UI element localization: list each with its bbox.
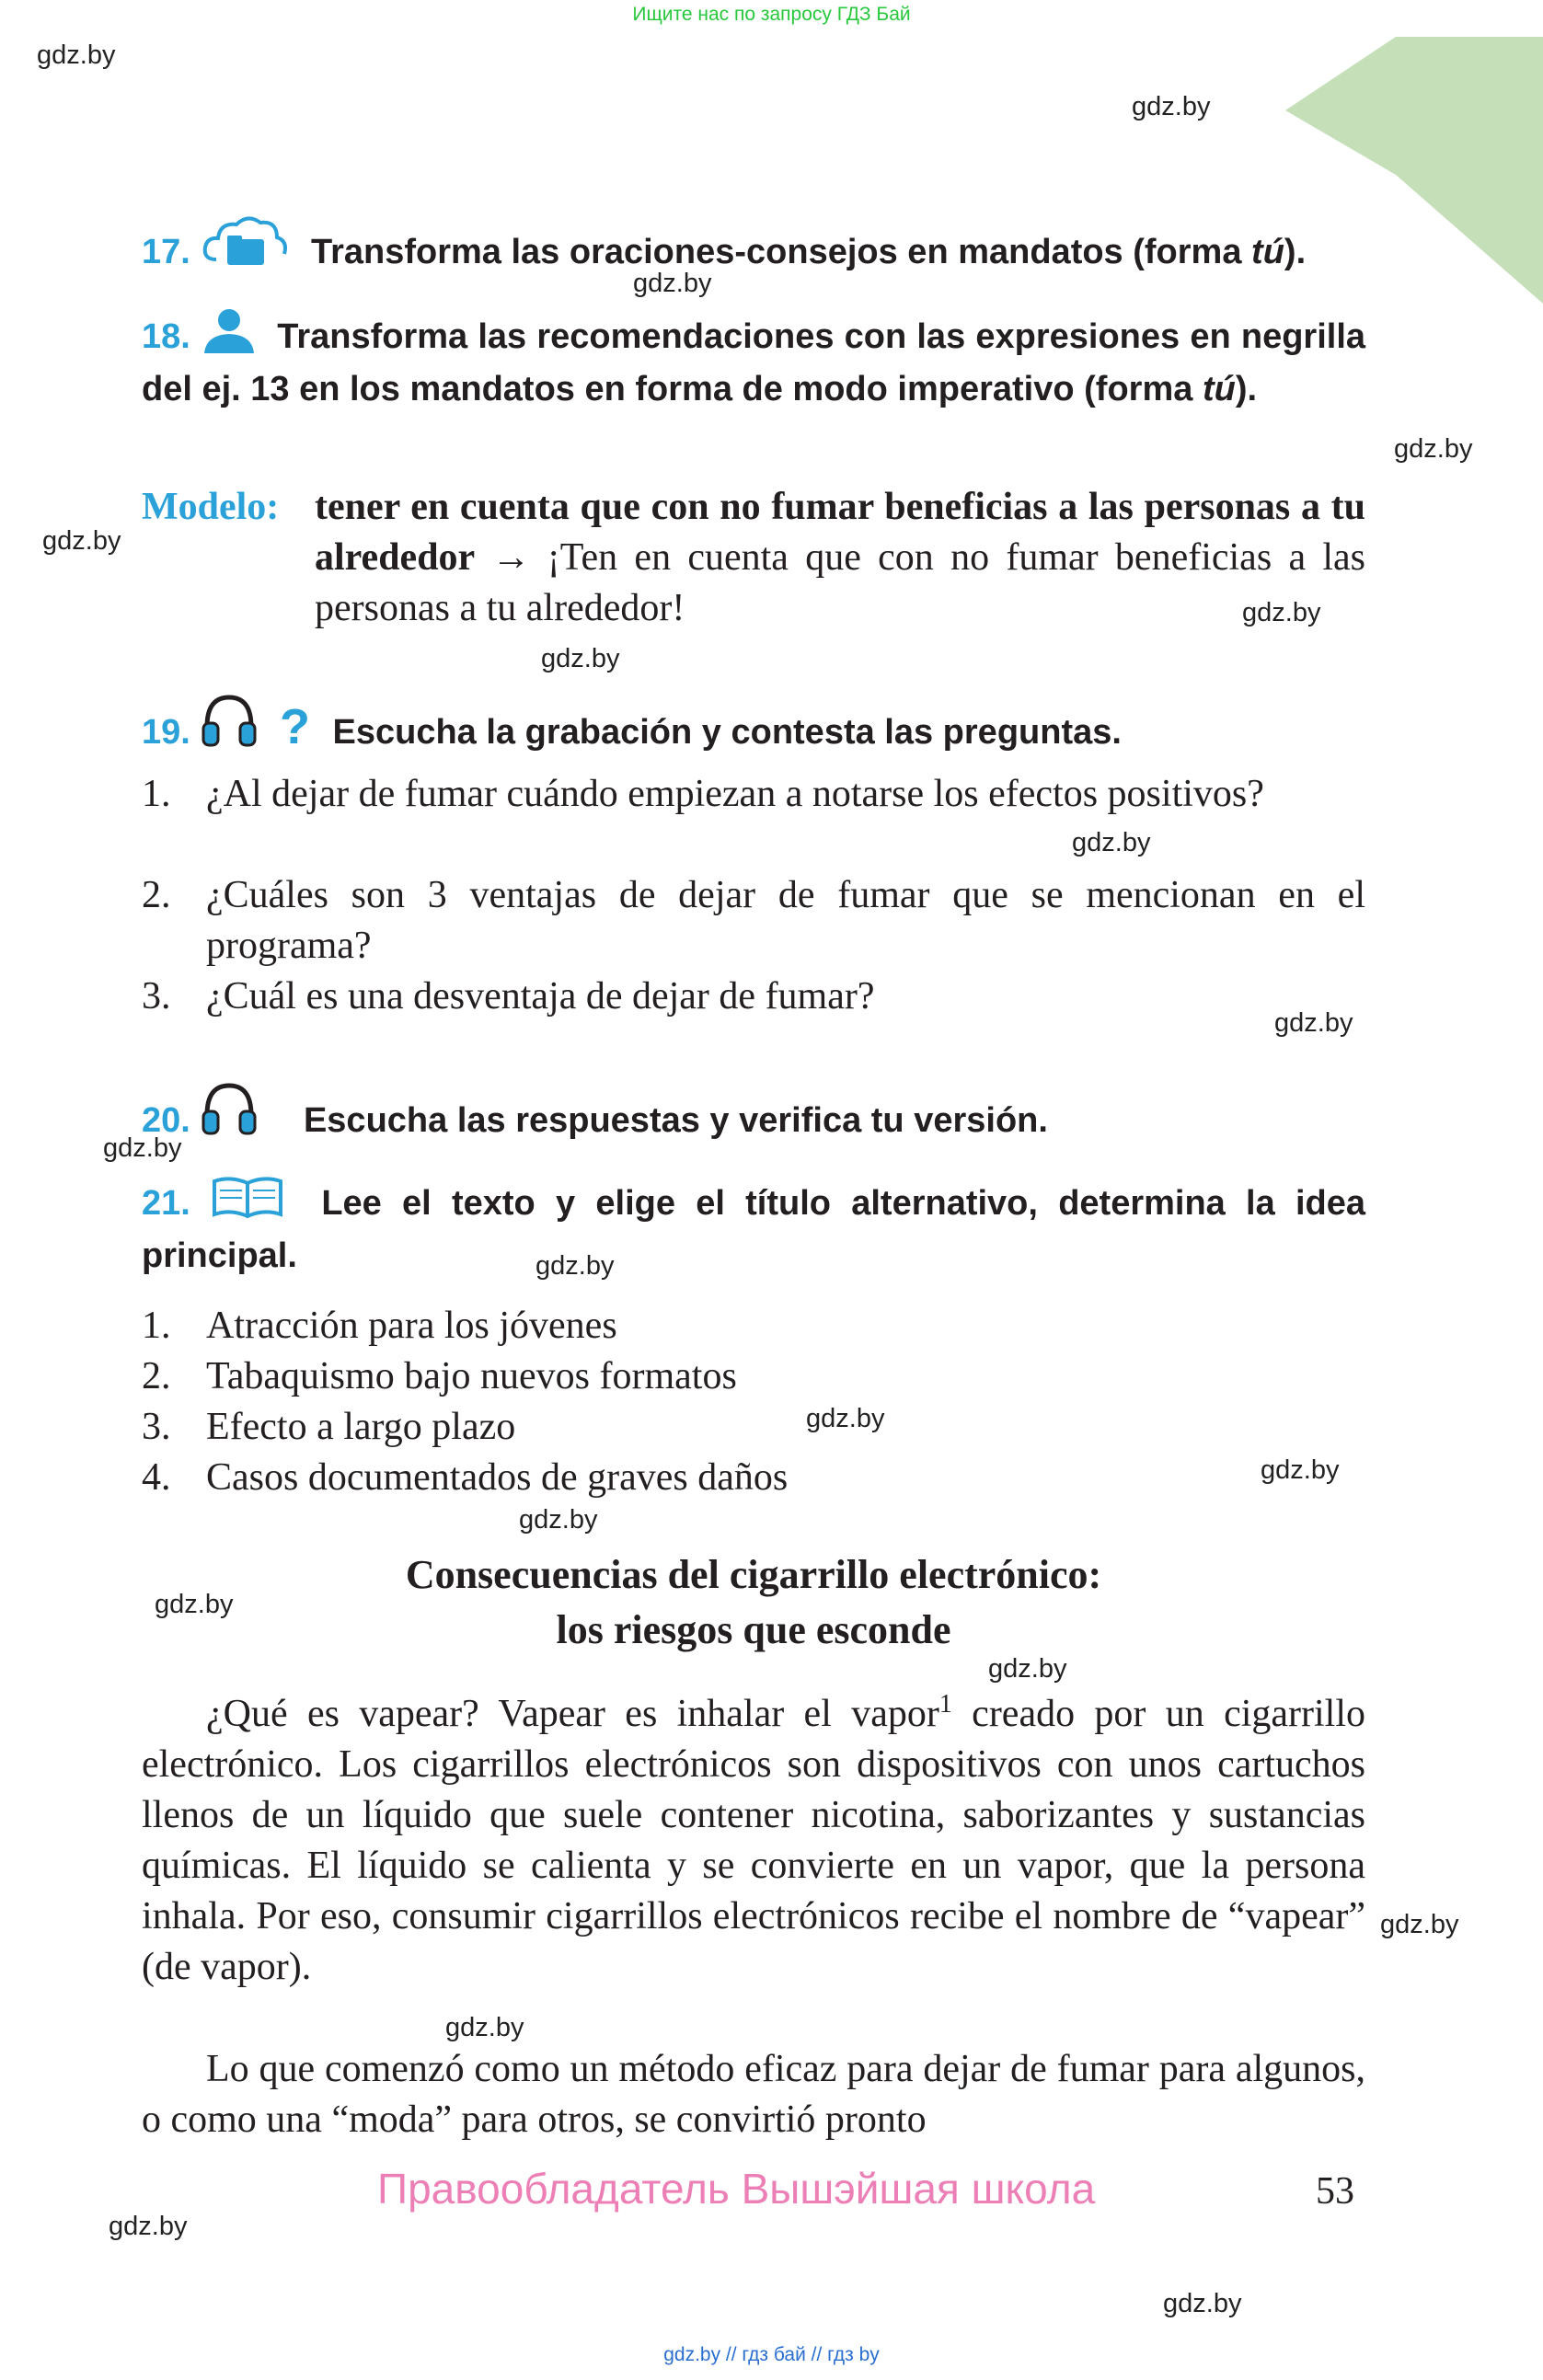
- watermark: gdz.by: [155, 1590, 234, 1619]
- watermark: gdz.by: [535, 1251, 615, 1281]
- modelo-label: Modelo:: [142, 486, 280, 528]
- exercise-18: 18. Transforma las recomendaciones con las expresiones en negrilla del ej. 13 en los mandatos en forma de modo imperativo (forma tú).: [142, 307, 1365, 413]
- exercise-number: 19.: [142, 713, 190, 752]
- exercise-number: 21.: [142, 1184, 190, 1223]
- exercise-19: 19. ? Escucha la grabación y contesta las preguntas.: [142, 690, 1365, 762]
- watermark: gdz.by: [1274, 1008, 1353, 1038]
- open-book-icon: [211, 1174, 301, 1233]
- watermark: gdz.by: [1380, 1910, 1459, 1939]
- exercise-number: 20.: [142, 1101, 190, 1140]
- watermark: gdz.by: [988, 1654, 1067, 1684]
- watermark: gdz.by: [633, 269, 712, 298]
- watermark: gdz.by: [445, 2013, 524, 2042]
- article-paragraph: ¿Qué es vapear? Vapear es inhalar el vapor$^1$ creado por un cigarrillo electrónico. Los cigarrillos electrónicos son dispositivos con unos cartuchos llenos de un líquido que suele contener nicotina, saborizantes y sustancias químicas. El líquido se calienta y se convierte en un vapor, que la persona inhala. Por eso, consumir cigarrillos electrónicos recibe el nombre de “vapear” (de vapor).: [142, 1690, 1365, 1988]
- watermark: gdz.by: [109, 2212, 188, 2241]
- watermark: gdz.by: [519, 1505, 598, 1535]
- watermark: gdz.by: [1072, 828, 1151, 857]
- exercise-20: 20. Escucha las respuestas y verifica tu versión.: [142, 1078, 1365, 1150]
- exercise-17: 17. Transforma las oraciones-consejos en mandatos (forma tú).: [142, 213, 1365, 282]
- article-paragraph: Lo que comenzó como un método eficaz para dejar de fumar para algunos, o como una “moda” para otros, se convirtió pronto: [142, 2048, 1365, 2141]
- watermark: gdz.by: [1394, 434, 1473, 464]
- page-number: 53: [1316, 2170, 1354, 2213]
- headphones-icon: [200, 690, 270, 762]
- exercise-21: 21. Lee el texto y elige el título alternativo, determina la idea principal.: [142, 1174, 1365, 1280]
- watermark: gdz.by: [1242, 598, 1321, 627]
- watermark: gdz.by: [103, 1133, 182, 1163]
- search-note: Ищите нас по запросу ГДЗ Бай: [632, 4, 911, 25]
- watermark: gdz.by: [42, 526, 121, 556]
- bottom-links[interactable]: gdz.by // гдз бай // гдз by: [663, 2344, 880, 2365]
- question-icon: ?: [279, 699, 310, 754]
- watermark: gdz.by: [1163, 2289, 1242, 2318]
- headphones-icon: [200, 1078, 294, 1150]
- copyright-note: Правообладатель Вышэйшая школа: [377, 2165, 1096, 2213]
- watermark: gdz.by: [1132, 92, 1211, 121]
- person-icon: [201, 307, 267, 366]
- watermark: gdz.by: [541, 644, 620, 673]
- watermark: gdz.by: [806, 1404, 885, 1433]
- watermark: gdz.by: [1261, 1455, 1340, 1485]
- modelo-text: tener en cuenta que con no fumar beneficias a las personas a tu alrededor → ¡Ten en cuenta que con no fumar beneficias a las personas a tu alrededor!: [315, 486, 1366, 629]
- exercise-number: 18.: [142, 317, 190, 356]
- exercise-number: 17.: [142, 233, 190, 271]
- cloud-folder-icon: [200, 213, 301, 282]
- watermark: gdz.by: [37, 40, 116, 70]
- article-heading: Consecuencias del cigarrillo electrónico: los riesgos que esconde: [405, 1552, 1102, 1652]
